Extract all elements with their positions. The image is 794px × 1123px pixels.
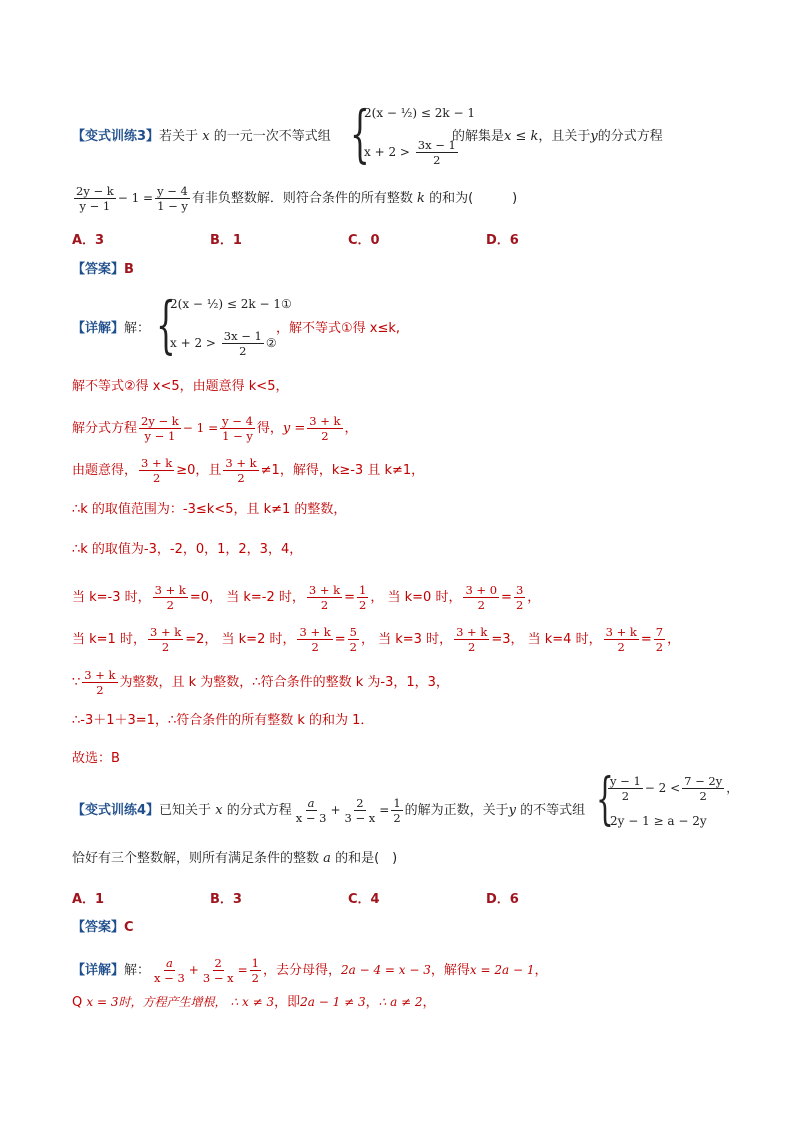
frac-den: y − 1 xyxy=(144,429,176,443)
ex4-detail-line1 xyxy=(72,956,547,985)
brace-icon: { xyxy=(596,767,614,832)
d8-1-eq: = xyxy=(334,632,346,647)
d1-end: ， xyxy=(534,963,548,978)
frac-den: 1 − y xyxy=(222,429,253,443)
d3-pre: 解分式方程 xyxy=(72,421,138,436)
ex3-detail-line6: ∴k 的取值为-3，-2，0，1，2，3，4， xyxy=(72,542,303,557)
ex3-inequality-system xyxy=(350,97,475,176)
option-c: C．0 xyxy=(348,233,380,248)
d7-2-end: ， xyxy=(527,590,541,605)
d8-2-eq: =3， xyxy=(491,632,524,647)
ex3-q-line2b: 的和为( ) xyxy=(429,191,518,206)
frac-den: 3 − x xyxy=(202,971,234,985)
d4-frac2 xyxy=(223,456,258,485)
equals: = xyxy=(237,963,248,977)
d4-pre: 由题意得， xyxy=(72,463,138,478)
frac-num: 3 + k xyxy=(149,625,182,639)
frac-num: 3 + k xyxy=(309,414,341,428)
d1-after: ，去分母得， xyxy=(262,963,341,978)
ex3-q-line2: 有非负整数解．则符合条件的所有整数 xyxy=(191,191,413,206)
ex4-q-post: 的解为正数，关于 xyxy=(404,803,509,818)
frac-num: 3 + k xyxy=(308,583,341,597)
ex4-tag: 【变式训练4】 xyxy=(72,803,160,818)
frac-den: 2 xyxy=(321,429,329,443)
frac-den: 2 xyxy=(621,789,630,803)
d1-eq: 2a − 4 = x − 3 xyxy=(341,963,431,977)
frac-den: 1 − y xyxy=(157,199,188,213)
answer-tag: 【答案】 xyxy=(72,920,125,935)
frac-den: x − 3 xyxy=(295,811,327,825)
d1-frac-c xyxy=(250,956,261,985)
d7-2-rfrac xyxy=(514,583,525,612)
frac-num: 3 + k xyxy=(225,456,257,470)
d3-mid: − 1 = xyxy=(182,421,219,435)
frac-den: 2 xyxy=(468,640,476,654)
frac-den: 2 xyxy=(433,153,441,167)
d8-0-frac xyxy=(148,625,183,654)
frac-num: a xyxy=(307,796,315,810)
option-d: D．6 xyxy=(486,233,519,248)
answer-value: C xyxy=(124,920,134,935)
detail-intro: 解： xyxy=(124,963,151,978)
d8-3-rfrac xyxy=(654,625,665,654)
frac-den: 2 xyxy=(311,640,319,654)
frac-num: 1 xyxy=(359,583,367,597)
lhs: x + 2 > xyxy=(170,336,216,350)
d3-end: ， xyxy=(344,421,358,436)
d3-frac3 xyxy=(307,414,342,443)
ex3-detail-line2: 解不等式②得 x<5，由题意得 k<5， xyxy=(72,379,289,394)
d2-b: ∴ x ≠ 3 xyxy=(230,995,275,1009)
ex3-choose: 故选：B xyxy=(72,751,120,766)
ex3-question-line1 xyxy=(72,127,331,147)
frac-den: 2 xyxy=(161,640,170,654)
d8-0-eq: =2， xyxy=(185,632,218,647)
frac-num: 5 xyxy=(349,625,357,639)
d9-frac xyxy=(82,668,117,697)
frac-den: 3 − x xyxy=(344,811,376,825)
frac-den: 2 xyxy=(320,598,329,612)
option-d: D．6 xyxy=(486,892,519,907)
ex3-eq-mid: − 1 = xyxy=(117,191,154,205)
d7-0-frac xyxy=(153,583,188,612)
d1-frac-a xyxy=(152,956,187,985)
ex3-var-k: k xyxy=(417,191,425,206)
d4-mid2: ≠1，解得，k≥-3 且 k≠1， xyxy=(260,463,425,478)
d9-pre: ∵ xyxy=(72,675,81,690)
ex4-eq-frac-a xyxy=(294,796,329,825)
ex3-eq-frac1 xyxy=(74,184,116,213)
d2-g: ， xyxy=(422,995,436,1010)
frac-num: 3x − 1 xyxy=(417,138,456,152)
frac-den: 2 xyxy=(96,683,104,697)
answer-value: B xyxy=(124,262,134,277)
d8-2-frac xyxy=(454,625,489,654)
d9-post: 为整数，且 k 为整数，∴符合条件的整数 k 为-3，1，3， xyxy=(119,675,449,690)
frac-den: 2 xyxy=(699,789,707,803)
ex3-sys-line2-lhs: x + 2 > xyxy=(364,145,410,159)
ex3-detail-line7 xyxy=(72,583,540,612)
ex3-detail-line9 xyxy=(72,668,449,697)
frac-num: a xyxy=(165,956,173,970)
ex3-sys-line1: 2(x − ½) ≤ 2k − 1 xyxy=(364,106,475,120)
d4-mid: ≥0，且 xyxy=(176,463,222,478)
d3-frac2 xyxy=(220,414,255,443)
d8-1-rfrac xyxy=(348,625,359,654)
ex4-var-y: y xyxy=(508,803,517,818)
frac-num: 1 xyxy=(251,956,259,970)
ex4-detail-line2 xyxy=(72,992,436,1013)
frac-den: 2 xyxy=(617,640,625,654)
option-c: C．4 xyxy=(348,892,380,907)
frac-num: 3 + k xyxy=(299,625,331,639)
equals: = xyxy=(379,803,390,817)
d8-0-pre: 当 k=1 时， xyxy=(72,632,146,647)
ex3-detail-line1: ，解不等式①得 x≤k, xyxy=(276,321,401,336)
ex3-question-line2 xyxy=(72,184,517,213)
d1-sol: x = 2a − 1 xyxy=(469,963,535,977)
plus: + xyxy=(330,803,341,817)
frac-num: 3 + 0 xyxy=(465,583,498,597)
frac-den: 2 xyxy=(251,971,259,985)
frac-num: y − 1 xyxy=(610,774,641,788)
d3-post: 得， xyxy=(256,421,283,436)
d7-1-eq: = xyxy=(344,590,355,605)
circle-two: ② xyxy=(265,336,277,350)
plus: + xyxy=(188,963,199,977)
d8-3-frac xyxy=(604,625,639,654)
frac-den: 2 xyxy=(477,598,485,612)
ex3-detail-sys-line1: 2(x − ½) ≤ 2k − 1① xyxy=(170,297,292,311)
d2-d: 2a − 1 ≠ 3 xyxy=(300,995,366,1009)
option-b: B．3 xyxy=(210,892,242,907)
d1-frac-b xyxy=(201,956,236,985)
ex3-detail-system xyxy=(156,288,292,367)
d2-c: ，即 xyxy=(274,995,301,1010)
ex3-detail-line4 xyxy=(72,456,424,485)
frac-num: y − 4 xyxy=(222,414,253,428)
brace-icon: { xyxy=(156,288,176,361)
ex4-var-a: a xyxy=(323,851,331,866)
d2-pre: Q xyxy=(72,995,83,1010)
ex3-detail-line10: ∴-3＋1＋3=1，∴符合条件的所有整数 k 的和为 1． xyxy=(72,713,374,728)
d2-a: x = 3时，方程产生增根， xyxy=(86,995,227,1009)
d8-2-pre: 当 k=3 时， xyxy=(378,632,453,647)
frac-num: 7 − 2y xyxy=(684,774,723,788)
frac-den: 2 xyxy=(515,598,524,612)
frac xyxy=(608,774,643,803)
d8-1-end: ， xyxy=(360,632,374,647)
option-a: A．1 xyxy=(72,892,105,907)
ex3-q-post2: ，且关于 xyxy=(538,129,591,144)
detail-intro: 解： xyxy=(124,321,151,336)
d7-1-rfrac xyxy=(357,583,368,612)
frac-den: x − 3 xyxy=(154,971,185,985)
d8-3-end: ， xyxy=(667,632,681,647)
ex4-q-mid: 的分式方程 xyxy=(226,803,292,818)
d8-1-pre: 当 k=2 时， xyxy=(221,632,296,647)
ex4-question-line2 xyxy=(72,849,397,869)
d1-mid: ，解得 xyxy=(430,963,470,978)
frac2 xyxy=(682,774,724,803)
frac-num: 7 xyxy=(655,625,664,639)
ex3-q-post: 的解集是 xyxy=(452,129,505,144)
d7-1-frac xyxy=(307,583,342,612)
frac-den: 2 xyxy=(239,344,247,358)
ex3-detail-line8 xyxy=(72,625,680,654)
option-a: A．3 xyxy=(72,233,105,248)
mid: − 2 < xyxy=(644,781,681,795)
d7-1-end: ， xyxy=(370,590,384,605)
d3-frac1 xyxy=(139,414,181,443)
d2-f: ∴ a ≠ 2 xyxy=(378,995,423,1009)
d8-3-pre: 当 k=4 时， xyxy=(527,632,602,647)
ex4-question-line1 xyxy=(72,796,585,825)
frac-den: 2 xyxy=(152,471,161,485)
brace-icon: { xyxy=(350,97,370,170)
frac-num: 3 + k xyxy=(456,625,488,639)
ex3-answer xyxy=(72,260,134,280)
d4-frac1 xyxy=(139,456,174,485)
ex4-inequality-system xyxy=(596,767,739,834)
ex3-sys-line2 xyxy=(364,138,460,167)
d8-1-frac xyxy=(297,625,332,654)
detail-tag: 【详解】 xyxy=(72,321,125,336)
ex3-detail-sys-line2 xyxy=(170,329,277,358)
ex4-sys-line2: 2y − 1 ≥ a − 2y xyxy=(610,814,707,828)
frac-num: 2 xyxy=(356,796,364,810)
ex3-question-line1b xyxy=(452,127,663,147)
ex3-eq-frac2 xyxy=(155,184,190,213)
ex4-q-line2: 恰好有三个整数解，则所有满足条件的整数 xyxy=(72,851,320,866)
frac-num: 3 + k xyxy=(605,625,637,639)
frac-num: 3x − 1 xyxy=(223,329,262,343)
d7-2-eq: = xyxy=(501,590,512,605)
ex4-sys-line1 xyxy=(606,774,738,803)
ex4-eq-frac-c xyxy=(391,796,402,825)
frac-num: 3 xyxy=(515,583,524,597)
d7-2-pre: 当 k=0 时， xyxy=(387,590,462,605)
ex4-q-post2: 的不等式组 xyxy=(520,803,586,818)
ex3-detail-intro xyxy=(72,319,150,339)
frac-den: 2 xyxy=(166,598,174,612)
answer-tag: 【答案】 xyxy=(72,262,125,277)
ex3-q-sol: x ≤ k xyxy=(504,129,539,144)
ex3-var-y: y xyxy=(590,129,598,144)
frac-num: 2y − k xyxy=(76,184,114,198)
d8-3-eq: = xyxy=(640,632,652,647)
ex4-var-x: x xyxy=(215,803,223,818)
ex3-detail-line5: ∴k 的取值范围为：-3≤k<5，且 k≠1 的整数， xyxy=(72,502,347,517)
frac-num: 2y − k xyxy=(141,414,179,428)
frac xyxy=(222,329,264,358)
option-b: B．1 xyxy=(210,233,242,248)
d7-0-pre: 当 k=-3 时， xyxy=(72,590,151,605)
frac-num: 1 xyxy=(393,796,401,810)
d7-1-pre: 当 k=-2 时， xyxy=(226,590,305,605)
d3-y: y = xyxy=(282,421,306,436)
ex3-q-post3: 的分式方程 xyxy=(597,129,663,144)
frac-den: 2 xyxy=(393,811,401,825)
frac-den: 2 xyxy=(655,640,664,654)
frac-num: 3 + k xyxy=(84,668,116,682)
ex3-tag: 【变式训练3】 xyxy=(72,129,160,144)
frac-den: 2 xyxy=(359,598,367,612)
ex4-q-pre: 已知关于 xyxy=(159,803,212,818)
frac-num: y − 4 xyxy=(157,184,188,198)
sys-end: ， xyxy=(726,781,739,795)
ex3-detail-line3 xyxy=(72,414,358,443)
frac-num: 3 + k xyxy=(154,583,186,597)
ex4-q-line2b: 的和是( ) xyxy=(335,851,398,866)
frac-num: 2 xyxy=(214,956,222,970)
d2-e: ， xyxy=(365,995,379,1010)
ex3-q-pre: 若关于 xyxy=(159,129,199,144)
ex3-var-x: x xyxy=(202,129,210,144)
frac-den: 2 xyxy=(349,640,357,654)
frac-num: 3 + k xyxy=(141,456,173,470)
ex3-q-mid: 的一元一次不等式组 xyxy=(213,129,331,144)
ex4-answer xyxy=(72,918,134,938)
frac-den: 2 xyxy=(237,471,245,485)
d7-0-eq: =0， xyxy=(189,590,223,605)
d7-2-frac xyxy=(463,583,499,612)
frac-den: y − 1 xyxy=(79,199,111,213)
detail-tag: 【详解】 xyxy=(72,963,125,978)
ex4-eq-frac-b xyxy=(343,796,378,825)
